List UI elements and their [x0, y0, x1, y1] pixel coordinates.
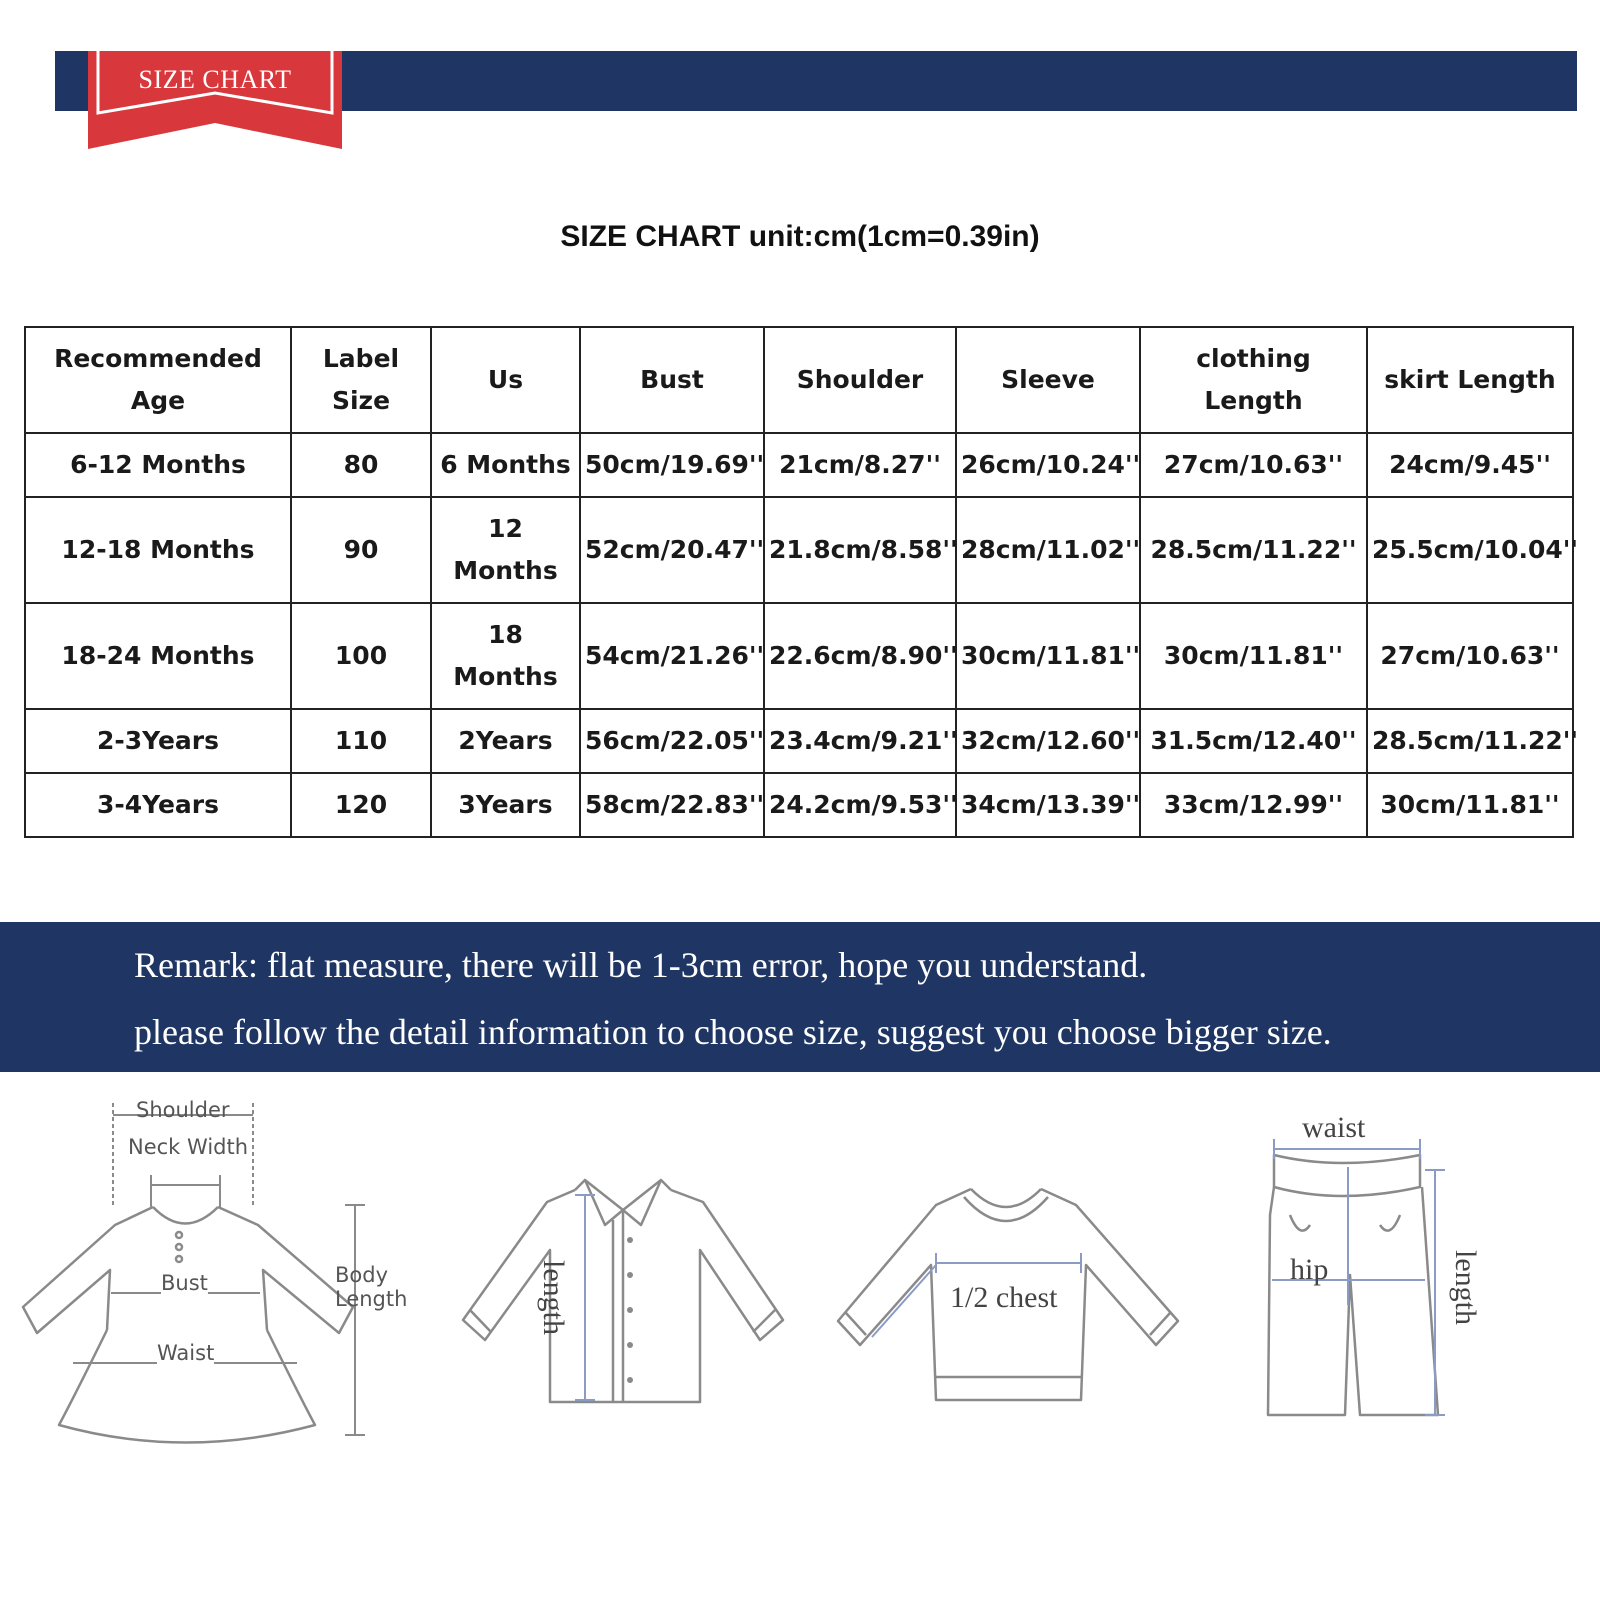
table-cell: 18 Months [431, 603, 580, 709]
table-cell: 6-12 Months [25, 433, 291, 497]
dress-body-length-label-2: Length [335, 1287, 408, 1311]
dress-neck-width-label: Neck Width [128, 1135, 249, 1159]
table-row [25, 773, 1573, 837]
dress-body-length-label-1: Body [335, 1263, 389, 1287]
table-cell: 24cm/9.45'' [1367, 433, 1573, 497]
table-cell: 110 [291, 709, 431, 773]
table-cell: 100 [291, 603, 431, 709]
shirt-outline-icon [455, 1180, 805, 1420]
size-chart-ribbon [88, 51, 342, 151]
table-cell: 30cm/11.81'' [1367, 773, 1573, 837]
table-cell: 6 Months [431, 433, 580, 497]
header-recommended-age: Recommended Age [25, 327, 291, 433]
table-cell: 28cm/11.02'' [956, 497, 1140, 603]
table-cell: 80 [291, 433, 431, 497]
table-cell: 56cm/22.05'' [580, 709, 764, 773]
table-row [25, 709, 1573, 773]
shirt-length-label: length [537, 1260, 570, 1335]
table-cell: 24.2cm/9.53'' [764, 773, 956, 837]
table-cell: 22.6cm/8.90'' [764, 603, 956, 709]
ribbon-label: SIZE CHART [138, 65, 292, 94]
table-cell: 27cm/10.63'' [1367, 603, 1573, 709]
sweater-half-chest-label: 1/2 chest [950, 1281, 1058, 1314]
table-cell: 90 [291, 497, 431, 603]
size-table [24, 326, 1579, 838]
header-us: Us [431, 327, 580, 433]
table-cell: 27cm/10.63'' [1140, 433, 1367, 497]
table-cell: 23.4cm/9.21'' [764, 709, 956, 773]
table-cell: 33cm/12.99'' [1140, 773, 1367, 837]
table-cell: 21.8cm/8.58'' [764, 497, 956, 603]
table-cell: 12 Months [431, 497, 580, 603]
dress-bust-label: Bust [161, 1271, 208, 1295]
dress-diagram [15, 1095, 435, 1455]
shirt-diagram [455, 1180, 805, 1420]
header-clothing-length: clothing Length [1140, 327, 1367, 433]
pants-waist-label: waist [1302, 1111, 1366, 1144]
dress-waist-label: Waist [157, 1341, 215, 1365]
table-cell: 31.5cm/12.40'' [1140, 709, 1367, 773]
table-cell: 52cm/20.47'' [580, 497, 764, 603]
table-cell: 30cm/11.81'' [956, 603, 1140, 709]
remark-line-1: Remark: flat measure, there will be 1-3cm error, hope you understand. [134, 945, 1148, 985]
table-cell: 34cm/13.39'' [956, 773, 1140, 837]
pants-length-label: length [1449, 1250, 1482, 1325]
chart-title: SIZE CHART unit:cm(1cm=0.39in) [560, 220, 1040, 253]
table-cell: 21cm/8.27'' [764, 433, 956, 497]
dress-shoulder-label: Shoulder [136, 1098, 230, 1122]
remark-line-2: please follow the detail information to choose size, suggest you choose bigger size. [134, 1012, 1332, 1052]
table-cell: 120 [291, 773, 431, 837]
table-cell: 12-18 Months [25, 497, 291, 603]
table-cell: 28.5cm/11.22'' [1140, 497, 1367, 603]
table-cell: 28.5cm/11.22'' [1367, 709, 1573, 773]
table-cell: 58cm/22.83'' [580, 773, 764, 837]
table-header-row [25, 327, 1573, 433]
table-cell: 25.5cm/10.04'' [1367, 497, 1573, 603]
table-cell: 18-24 Months [25, 603, 291, 709]
table-cell: 3Years [431, 773, 580, 837]
table-cell: 32cm/12.60'' [956, 709, 1140, 773]
table-cell: 54cm/21.26'' [580, 603, 764, 709]
table-cell: 30cm/11.81'' [1140, 603, 1367, 709]
pants-diagram [1260, 1111, 1510, 1425]
table-cell: 2Years [431, 709, 580, 773]
table-cell: 26cm/10.24'' [956, 433, 1140, 497]
header-shoulder: Shoulder [764, 327, 956, 433]
header-label-size: Label Size [291, 327, 431, 433]
header-sleeve: Sleeve [956, 327, 1140, 433]
table-row [25, 603, 1573, 709]
table-cell: 50cm/19.69'' [580, 433, 764, 497]
pants-hip-label: hip [1290, 1253, 1329, 1286]
table-cell: 3-4Years [25, 773, 291, 837]
header-skirt-length: skirt Length [1367, 327, 1573, 433]
table-cell: 2-3Years [25, 709, 291, 773]
header-bust: Bust [580, 327, 764, 433]
table-row [25, 433, 1573, 497]
sweater-diagram [836, 1185, 1186, 1405]
table-row [25, 497, 1573, 603]
